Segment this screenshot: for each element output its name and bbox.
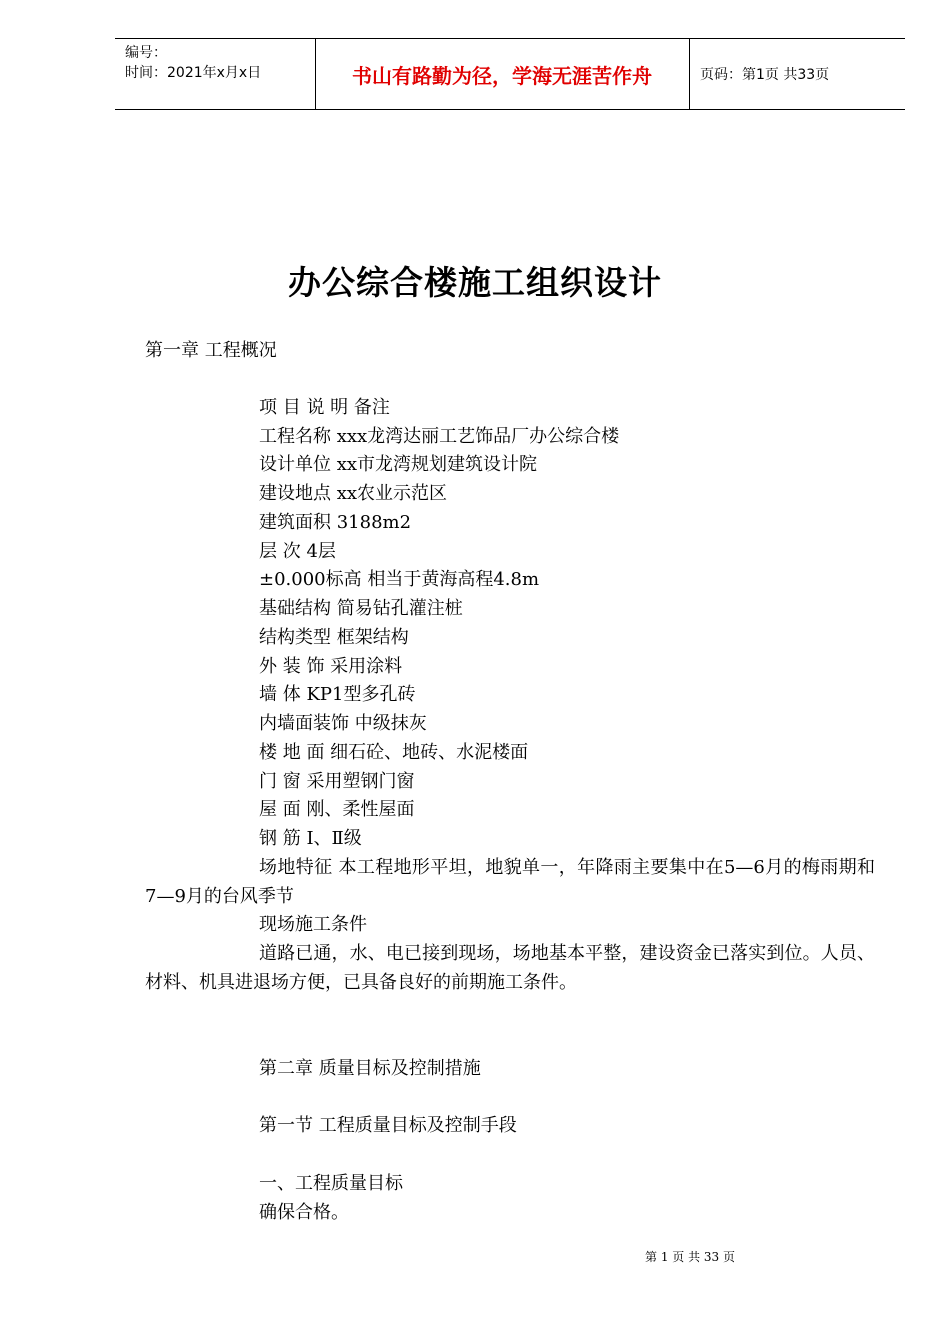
time-label: 时间：2021年x月x日 bbox=[125, 65, 262, 81]
header-meta-cell bbox=[115, 39, 316, 109]
table-row: 建设地点 xx农业示范区 bbox=[259, 483, 448, 504]
table-row: 外 装 饰 采用涂料 bbox=[259, 656, 403, 677]
table-row: 内墙面装饰 中级抹灰 bbox=[259, 713, 427, 734]
page-label: 页码：第1页 共33页 bbox=[700, 67, 830, 83]
header-motto: 书山有路勤为径，学海无涯苦作舟 bbox=[315, 39, 690, 109]
table-row: 结构类型 框架结构 bbox=[259, 627, 409, 648]
page-footer: 第 1 页 共 33 页 bbox=[645, 1250, 735, 1264]
page-header bbox=[115, 38, 905, 110]
table-row: 工程名称 xxx龙湾达丽工艺饰品厂办公综合楼 bbox=[259, 426, 620, 447]
chapter-1-heading: 第一章 工程概况 bbox=[145, 340, 277, 361]
site-feature-paragraph: 场地特征 本工程地形平坦，地貌单一，年降雨主要集中在5—6月的梅雨期和7—9月的台风季节 bbox=[145, 857, 875, 907]
table-row: 钢 筋 Ⅰ、Ⅱ级 bbox=[259, 828, 362, 849]
table-row: 门 窗 采用塑钢门窗 bbox=[259, 771, 415, 792]
chapter-2-heading: 第二章 质量目标及控制措施 bbox=[259, 1058, 481, 1079]
table-row: 建筑面积 3188m2 bbox=[259, 512, 412, 533]
table-row: 层 次 4层 bbox=[259, 541, 336, 562]
header-page-cell bbox=[690, 39, 905, 109]
table-row: 基础结构 简易钻孔灌注桩 bbox=[259, 598, 463, 619]
table-row: 屋 面 刚、柔性屋面 bbox=[259, 799, 415, 820]
document-title: 办公综合楼施工组织设计 bbox=[288, 263, 662, 302]
quality-target-text: 确保合格。 bbox=[259, 1202, 349, 1223]
table-row: 设计单位 xx市龙湾规划建筑设计院 bbox=[259, 454, 538, 475]
site-conditions-paragraph: 道路已通，水、电已接到现场，场地基本平整，建设资金已落实到位。人员、材料、机具进退场方便，已具备良好的前期施工条件。 bbox=[145, 943, 875, 993]
subsection-1-heading: 一、工程质量目标 bbox=[259, 1173, 403, 1194]
table-row: 项 目 说 明 备注 bbox=[259, 397, 390, 418]
site-conditions-heading: 现场施工条件 bbox=[259, 914, 367, 935]
table-row: 墙 体 KP1型多孔砖 bbox=[259, 684, 416, 705]
table-row: ±0.000标高 相当于黄海高程4.8m bbox=[259, 569, 540, 590]
section-1-heading: 第一节 工程质量目标及控制手段 bbox=[259, 1115, 517, 1136]
table-row: 楼 地 面 细石砼、地砖、水泥楼面 bbox=[259, 742, 529, 763]
number-label: 编号： bbox=[125, 45, 167, 61]
